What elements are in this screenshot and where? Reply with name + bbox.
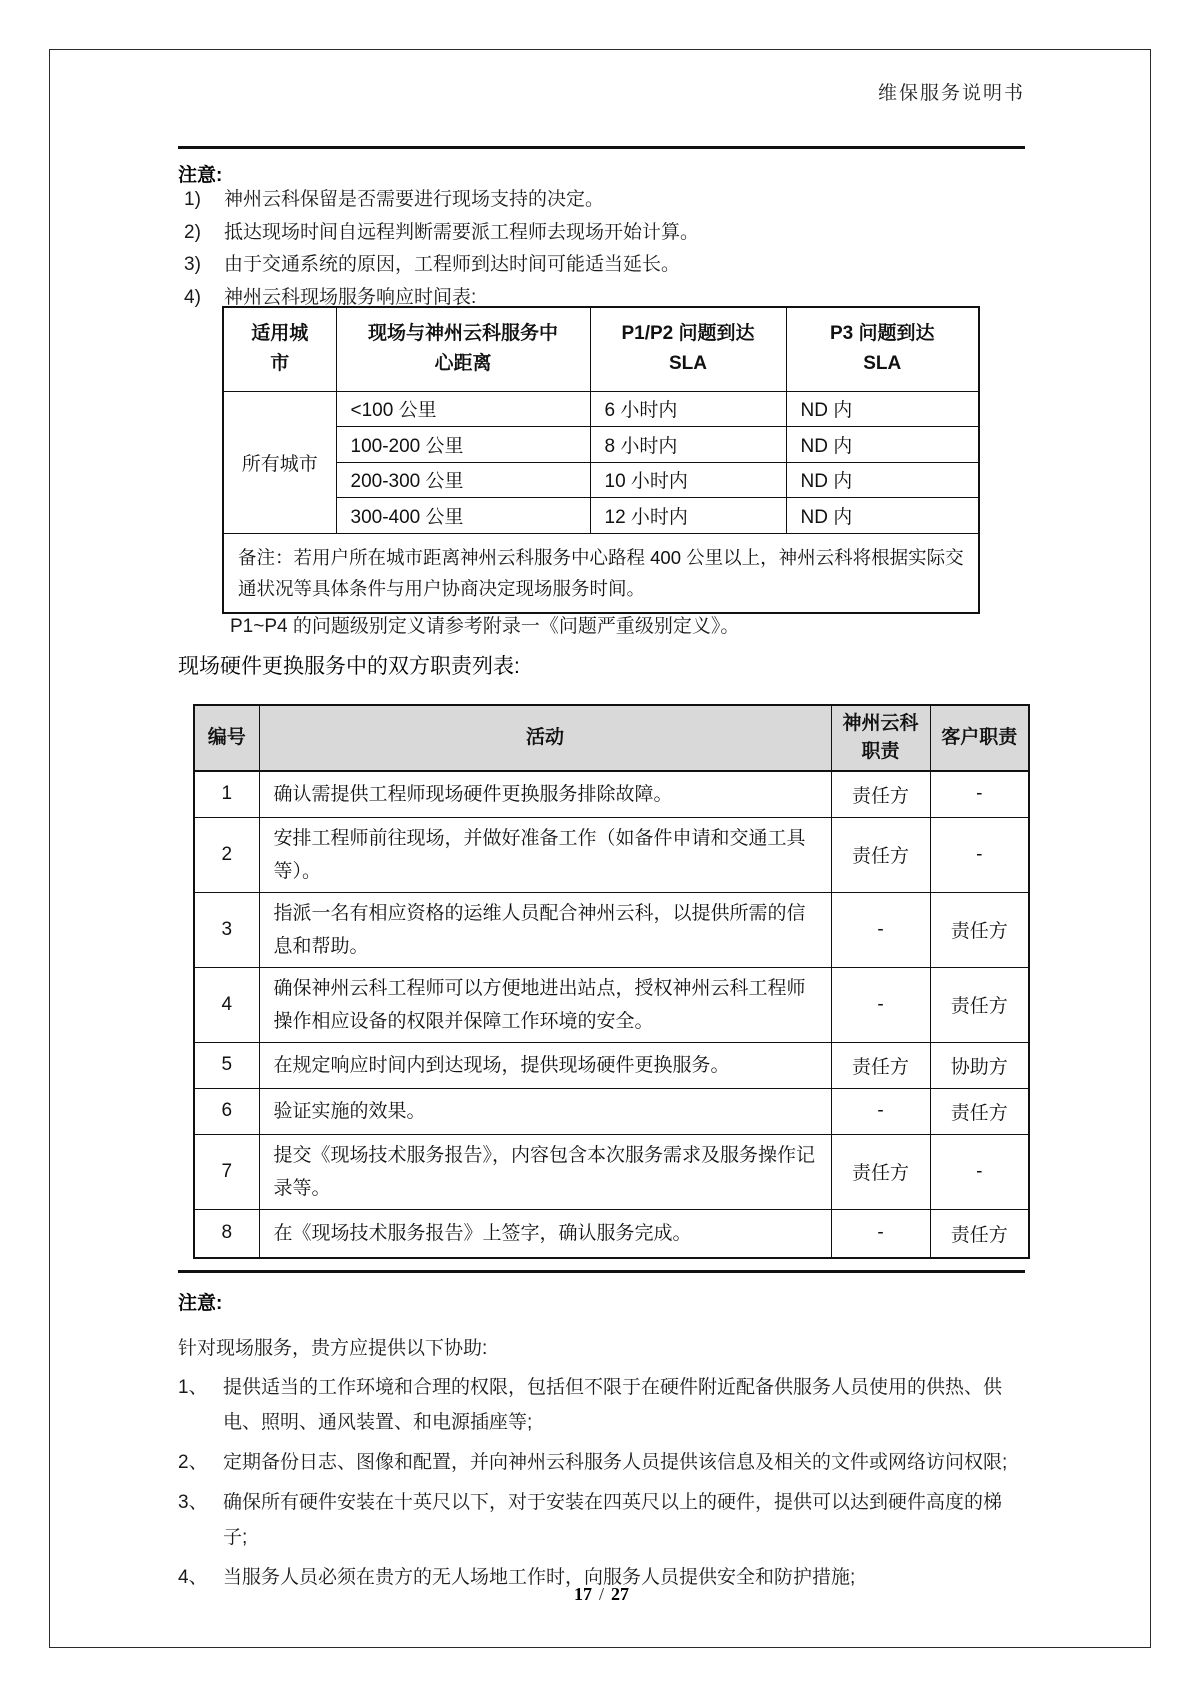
page-number-footer [178,1584,1025,1605]
list-item [178,1445,1025,1480]
sla-table-wrapper [222,306,980,614]
page-number-separator: / [598,1584,604,1604]
notice-bottom-list [178,1370,1025,1600]
resp-activity-cell: 在规定响应时间内到达现场，提供现场硬件更换服务。 [259,1042,831,1088]
resp-vendor-cell: - [831,1209,930,1258]
resp-customer-cell: 责任方 [930,892,1029,967]
sla-p3-cell: ND 内 [786,427,979,463]
page-number-current: 17 [573,1584,592,1604]
resp-activity-cell: 确保神州云科工程师可以方便地进出站点，授权神州云科工程师操作相应设备的权限并保障工作环境的安全。 [259,967,831,1042]
sla-distance-cell: 300-400 公里 [336,498,590,534]
responsibility-section-title: 现场硬件更换服务中的双方职责列表: [178,655,520,678]
sla-p1p2-cell: 6 小时内 [590,391,786,427]
list-item [178,217,1025,250]
list-item-text: 提供适当的工作环境和合理的权限，包括但不限于在硬件附近配备供服务人员使用的供热、供电、照明、通风装置、和电源插座等; [223,1377,1003,1433]
sla-header-p1p2: P1/P2 问题到达 SLA [590,307,786,391]
resp-header-activity: 活动 [259,705,831,771]
sla-city-cell: 所有城市 [223,391,336,533]
resp-row [194,1134,1029,1209]
resp-customer-cell: - [930,771,1029,817]
list-item-text: 神州云科保留是否需要进行现场支持的决定。 [224,189,605,210]
resp-row [194,771,1029,817]
resp-no-cell: 8 [194,1209,259,1258]
running-header-title: 维保服务说明书 [877,83,1025,104]
page-number-total: 27 [611,1584,629,1604]
resp-vendor-cell: 责任方 [831,771,930,817]
sla-note-row [223,533,979,613]
list-item-number: 1) [184,189,201,210]
resp-activity-cell: 在《现场技术服务报告》上签字，确认服务完成。 [259,1209,831,1258]
list-item-text: 抵达现场时间自远程判断需要派工程师去现场开始计算。 [224,221,700,243]
resp-customer-cell: - [930,1134,1029,1209]
sla-header-p3: P3 问题到达 SLA [786,307,979,391]
sla-row [223,498,979,534]
list-item-text: 当服务人员必须在贵方的无人场地工作时，向服务人员提供安全和防护措施; [223,1567,856,1588]
resp-vendor-cell: 责任方 [831,1134,930,1209]
resp-no-cell: 1 [194,771,259,817]
sla-distance-cell: 100-200 公里 [336,427,590,463]
resp-customer-cell: 责任方 [930,1088,1029,1134]
page-content [178,0,1025,1698]
resp-row [194,1042,1029,1088]
list-item-number: 3、 [178,1492,208,1513]
resp-header-no: 编号 [194,705,259,771]
sla-p3-cell: ND 内 [786,498,979,534]
list-item-number: 2) [184,221,201,243]
sla-p1p2-cell: 8 小时内 [590,427,786,463]
resp-no-cell: 5 [194,1042,259,1088]
resp-vendor-cell: 责任方 [831,817,930,892]
sla-row [223,391,979,427]
resp-row [194,892,1029,967]
resp-vendor-cell: - [831,892,930,967]
resp-customer-cell: 协助方 [930,1042,1029,1088]
sla-p3-cell: ND 内 [786,462,979,498]
sla-header-distance: 现场与神州云科服务中心距离 [336,307,590,391]
resp-row [194,817,1029,892]
notice-top-label: 注意: [178,165,223,186]
list-item [178,1370,1025,1440]
responsibility-table [193,704,1030,1259]
list-item [178,249,1025,282]
resp-vendor-cell: - [831,1088,930,1134]
resp-customer-cell: 责任方 [930,967,1029,1042]
sla-note-cell: 备注：若用户所在城市距离神州云科服务中心路程 400 公里以上，神州云科将根据实际交通状况等具体条件与用户协商决定现场服务时间。 [223,533,979,613]
sla-header-row [223,307,979,391]
list-item-number: 2、 [178,1452,208,1473]
resp-header-vendor: 神州云科职责 [831,705,930,771]
section-divider-rule [178,1270,1025,1273]
resp-no-cell: 3 [194,892,259,967]
sla-row [223,462,979,498]
list-item-text: 确保所有硬件安装在十英尺以下，对于安装在四英尺以上的硬件，提供可以达到硬件高度的梯子; [223,1492,1003,1548]
resp-activity-cell: 验证实施的效果。 [259,1088,831,1134]
notice-bottom-intro: 针对现场服务，贵方应提供以下协助: [178,1338,488,1359]
list-item-number: 3) [184,254,201,275]
resp-activity-cell: 指派一名有相应资格的运维人员配合神州云科，以提供所需的信息和帮助。 [259,892,831,967]
sla-distance-cell: <100 公里 [336,391,590,427]
list-item-number: 1、 [178,1377,208,1398]
resp-no-cell: 2 [194,817,259,892]
resp-no-cell: 6 [194,1088,259,1134]
resp-customer-cell: - [930,817,1029,892]
sla-p1p2-cell: 12 小时内 [590,498,786,534]
resp-vendor-cell: 责任方 [831,1042,930,1088]
list-item [178,184,1025,217]
list-item-text: 由于交通系统的原因，工程师到达时间可能适当延长。 [224,254,681,275]
list-item-number: 4) [184,286,201,308]
resp-customer-cell: 责任方 [930,1209,1029,1258]
sla-p1p2-cell: 10 小时内 [590,462,786,498]
sla-distance-cell: 200-300 公里 [336,462,590,498]
resp-row [194,1088,1029,1134]
resp-header-row [194,705,1029,771]
sla-p3-cell: ND 内 [786,391,979,427]
list-item-text: 定期备份日志、图像和配置，并向神州云科服务人员提供该信息及相关的文件或网络访问权限; [223,1452,1008,1473]
resp-row [194,967,1029,1042]
resp-activity-cell: 确认需提供工程师现场硬件更换服务排除故障。 [259,771,831,817]
notice-bottom-label: 注意: [178,1293,223,1314]
p-levels-note: P1~P4 的问题级别定义请参考附录一《问题严重级别定义》。 [230,616,740,637]
resp-row [194,1209,1029,1258]
resp-activity-cell: 安排工程师前往现场，并做好准备工作（如备件申请和交通工具等）。 [259,817,831,892]
sla-row [223,427,979,463]
sla-header-city: 适用城市 [223,307,336,391]
resp-header-customer: 客户职责 [930,705,1029,771]
responsibility-table-wrapper [193,704,1030,1259]
sla-response-table [222,306,980,614]
resp-activity-cell: 提交《现场技术服务报告》，内容包含本次服务需求及服务操作记录等。 [259,1134,831,1209]
header-divider-rule [178,146,1025,149]
resp-no-cell: 7 [194,1134,259,1209]
list-item [178,1485,1025,1555]
resp-vendor-cell: - [831,967,930,1042]
notice-top-list [178,184,1025,314]
list-item-text: 神州云科现场服务响应时间表: [224,286,477,308]
resp-no-cell: 4 [194,967,259,1042]
list-item-number: 4、 [178,1567,208,1588]
